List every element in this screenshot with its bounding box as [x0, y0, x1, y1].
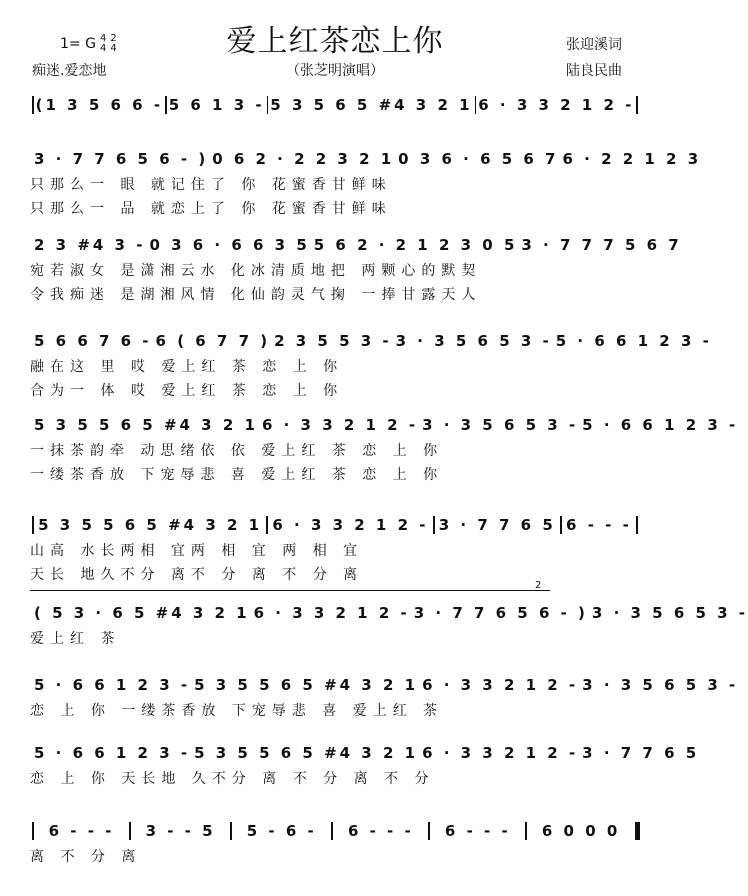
measure: 3 · 7 7 6 5	[582, 744, 700, 762]
measure: 3 · 3 5 6 5 3 -	[591, 604, 748, 622]
barline	[32, 96, 34, 114]
barline	[636, 96, 638, 114]
measure: 5 3 5 5 6 5 #4 3 2 1	[34, 416, 258, 434]
lyric-line: 一抹茶韵牵 动思绪依 依 爱上红 茶 恋 上 你	[30, 443, 444, 459]
notation-line	[30, 146, 702, 168]
measure: 3 · 3 5 6 5 3 -	[582, 676, 739, 694]
measure: 6 · 3 3 2 1 2 -	[478, 96, 635, 114]
measure: 3 · 7 7 7 5 6 7	[521, 236, 682, 254]
composer-credit: 陆良民曲	[566, 63, 622, 79]
lyric-line: 离 不 分 离	[30, 849, 142, 865]
singer-credit: （张芝明演唱）	[286, 63, 384, 79]
notation-line	[30, 412, 739, 434]
measure: 5 3 5 6 5 #4 3 2 1	[270, 96, 473, 114]
measure: 3 · 3 5 6 5 3 -	[422, 416, 579, 434]
lyric-line: 天长 地久不分 离不 分 离 不 分 离	[30, 567, 364, 583]
measure: 3 · 7 7 6 5 6 - )	[413, 604, 588, 622]
measure: 2 3 5 5 3 -	[274, 332, 392, 350]
measure: (1 3 5 6 6 -	[35, 96, 164, 114]
lyric-line: 只那么一 眼 就记住了 你 花蜜香甘鲜味	[30, 177, 392, 193]
lyric-line: 恋 上 你 一缕茶香放 下宠辱悲 喜 爱上红 茶	[30, 703, 444, 719]
measure: 6 · 3 3 2 1 2 -	[272, 516, 429, 534]
barline	[475, 96, 477, 114]
time-signature-b: 2 4	[110, 33, 117, 54]
measure: 3 · 3 5 6 5 3 -	[395, 332, 552, 350]
barline	[32, 822, 34, 840]
ending-number: 2	[535, 580, 542, 591]
lyric-line: 合为一 体 哎 爱上红 茶 恋 上 你	[30, 383, 344, 399]
measure: 5 6 2 · 2 1 2 3 0 5	[313, 236, 518, 254]
notation-line	[30, 600, 748, 622]
barline	[129, 822, 131, 840]
lyric-line: 爱上红 茶	[30, 631, 121, 647]
measure: 5 - 6 -	[246, 822, 317, 840]
style-note: 痴迷.爱恋地	[32, 63, 107, 79]
notation-line	[30, 92, 640, 114]
notation-line	[30, 512, 640, 534]
measure: 6 · 3 3 2 1 2 -	[253, 604, 410, 622]
notation-line	[30, 740, 700, 762]
lyricist-credit: 张迎溪词	[566, 37, 622, 53]
key-signature	[60, 34, 117, 54]
barline	[266, 516, 268, 534]
lyric-line: 一缕茶香放 下宠辱悲 喜 爱上红 茶 恋 上 你	[30, 467, 444, 483]
measure: 0 3 6 · 6 6 3 5	[149, 236, 310, 254]
measure: 5 6 6 7 6 -	[34, 332, 152, 350]
measure: 3 - - 5	[145, 822, 216, 840]
measure: 6 · 2 2 1 2 3	[562, 150, 702, 168]
barline	[165, 96, 167, 114]
notation-line	[30, 232, 682, 254]
measure: 6 · 3 3 2 1 2 -	[422, 676, 579, 694]
barline	[525, 822, 527, 840]
measure: 6 · 3 3 2 1 2 -	[422, 744, 579, 762]
measure: 6 - - -	[444, 822, 511, 840]
barline	[433, 516, 435, 534]
ending-bracket	[30, 590, 550, 591]
barline	[560, 516, 562, 534]
measure: 2 3 #4 3 -	[34, 236, 146, 254]
barline	[267, 96, 269, 114]
measure: 0 3 6 · 6 5 6 7	[398, 150, 559, 168]
measure: 6 ( 6 7 7 )	[155, 332, 271, 350]
measure: 5 3 5 5 6 5 #4 3 2 1	[194, 676, 419, 694]
measure: 5 · 6 6 1 2 3 -	[34, 744, 191, 762]
barline	[636, 516, 638, 534]
measure: 5 3 5 5 6 5 #4 3 2 1	[194, 744, 419, 762]
lyric-line: 山高 水长两相 宜两 相 宜 两 相 宜	[30, 543, 364, 559]
measure: 6 0 0 0	[541, 822, 621, 840]
notation-line	[30, 818, 640, 840]
measure: 6 - - -	[347, 822, 414, 840]
final-barline	[635, 822, 640, 840]
measure: 6 · 3 3 2 1 2 -	[261, 416, 419, 434]
measure: 6 - - -	[48, 822, 115, 840]
barline	[230, 822, 232, 840]
time-signature-a: 4 4	[99, 33, 107, 54]
measure: 5 · 6 6 1 2 3 -	[34, 676, 191, 694]
lyric-line: 融在这 里 哎 爱上红 茶 恋 上 你	[30, 359, 344, 375]
measure: 3 · 7 7 6 5 6 - )	[34, 150, 209, 168]
key-label: 1= G	[60, 36, 96, 52]
measure: 0 6 2 · 2 2 3 2 1	[212, 150, 395, 168]
measure: ( 5 3 · 6 5 #4 3 2 1	[34, 604, 250, 622]
notation-line	[30, 672, 739, 694]
lyric-line: 令我痴迷 是湖湘风情 化仙韵灵气掬 一捧甘露天人	[30, 287, 482, 303]
lyric-line: 宛若淑女 是潇湘云水 化冰清质地把 两颗心的默契	[30, 263, 482, 279]
measure: 5 · 6 6 1 2 3 -	[555, 332, 712, 350]
notation-line	[30, 328, 712, 350]
barline	[331, 822, 333, 840]
measure: 5 3 5 5 6 5 #4 3 2 1	[38, 516, 263, 534]
barline	[32, 516, 34, 534]
measure: 5 6 1 3 -	[168, 96, 265, 114]
barline	[428, 822, 430, 840]
lyric-line: 只那么一 品 就恋上了 你 花蜜香甘鲜味	[30, 201, 392, 217]
song-title: 爱上红茶恋上你	[226, 24, 444, 59]
measure: 6 - - -	[566, 516, 632, 534]
measure: 3 · 7 7 6 5	[438, 516, 556, 534]
measure: 5 · 6 6 1 2 3 -	[582, 416, 739, 434]
lyric-line: 恋 上 你 天长地 久不分 离 不 分 离 不 分	[30, 771, 435, 787]
